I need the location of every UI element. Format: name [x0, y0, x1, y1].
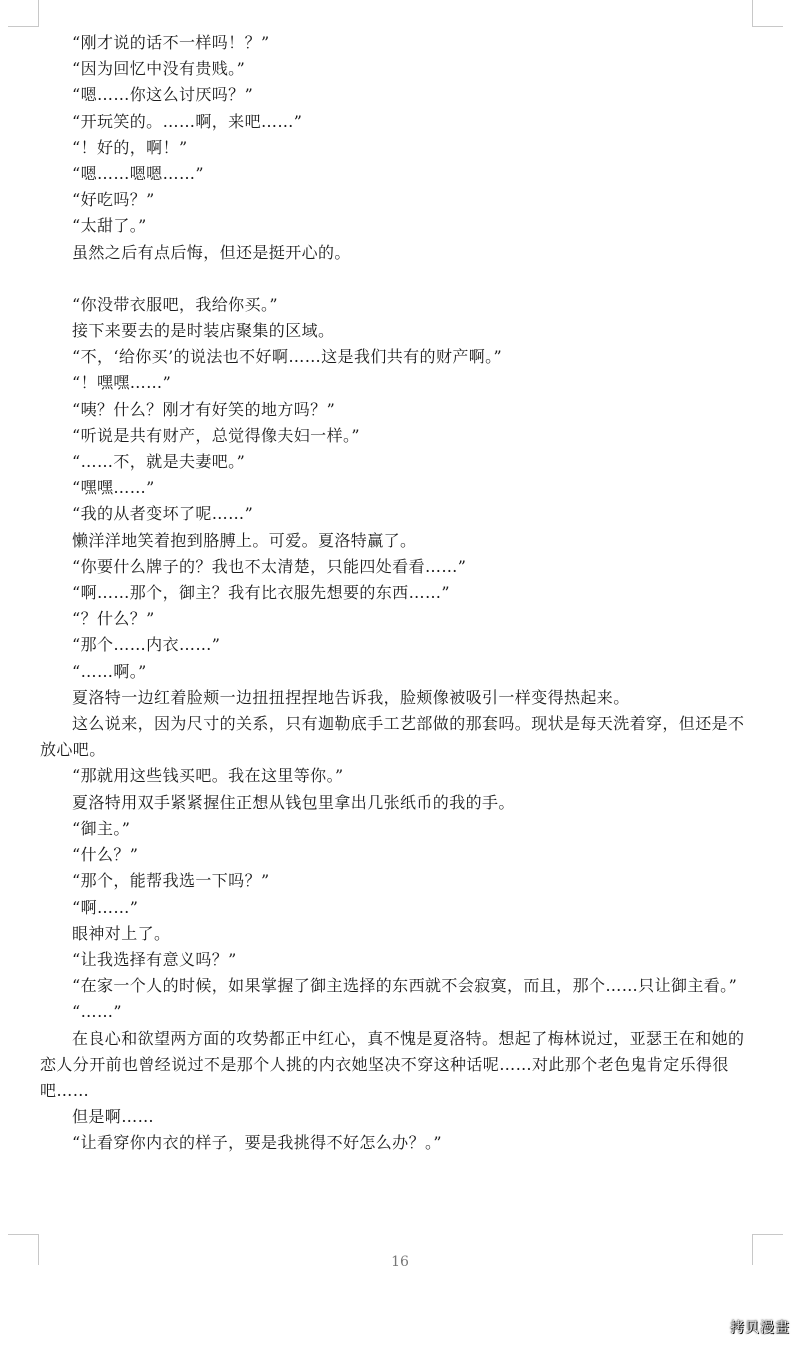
paragraph: 这么说来，因为尺寸的关系，只有迦勒底手工艺部做的那套吗。现状是每天洗着穿，但还是不放心吧。 — [40, 714, 745, 760]
paragraph: “好吃吗？” — [72, 190, 155, 210]
watermark-logo: 拷贝漫畫 — [730, 1320, 790, 1336]
paragraph: “让我选择有意义吗？” — [72, 949, 237, 969]
paragraph: “那个，能帮我选一下吗？” — [72, 871, 270, 891]
paragraph: “什么？” — [72, 845, 139, 865]
crop-mark-top-right — [752, 0, 783, 27]
paragraph: “我的从者变坏了呢……” — [72, 504, 254, 524]
paragraph: “不，‘给你买’的说法也不好啊……这是我们共有的财产啊。” — [72, 347, 503, 367]
paragraph: 夏洛特用双手紧紧握住正想从钱包里拿出几张纸币的我的手。 — [72, 792, 515, 812]
page-body — [40, 30, 756, 1157]
paragraph: “嘿嘿……” — [72, 478, 155, 498]
paragraph: “……不，就是夫妻吧。” — [72, 452, 246, 472]
paragraph: “！好的，啊！” — [72, 137, 188, 157]
paragraph-spacer — [40, 266, 756, 292]
crop-mark-top-left — [8, 0, 39, 27]
paragraph: “……” — [72, 1002, 122, 1022]
paragraph: “听说是共有财产，总觉得像夫妇一样。” — [72, 425, 360, 445]
paragraph: “刚才说的话不一样吗！？” — [72, 33, 270, 52]
page-number: 16 — [391, 1254, 409, 1270]
paragraph: 虽然之后有点后悔，但还是挺开心的。 — [72, 242, 351, 262]
paragraph: “？什么？” — [72, 609, 155, 629]
paragraph: “！嘿嘿……” — [72, 373, 172, 393]
paragraph: “啊……那个，御主？我有比衣服先想要的东西……” — [72, 583, 450, 603]
paragraph: 接下来要去的是时装店聚集的区域。 — [72, 321, 335, 341]
paragraph: “嗯……你这么讨厌吗？” — [72, 85, 254, 105]
paragraph: 在良心和欲望两方面的攻势都正中红心，真不愧是夏洛特。想起了梅林说过，亚瑟王在和她的恋人分开前也曾经说过不是那个人挑的内衣她坚决不穿这种话呢……对此那个老色鬼肯定乐得很吧…… — [40, 1028, 745, 1100]
paragraph: 夏洛特一边红着脸颊一边扭扭捏捏地告诉我，脸颊像被吸引一样变得热起来。 — [72, 687, 630, 707]
paragraph: “那就用这些钱买吧。我在这里等你。” — [72, 766, 344, 786]
paragraph: “开玩笑的。……啊，来吧……” — [72, 111, 303, 131]
paragraph: “御主。” — [72, 818, 131, 838]
paragraph: “在家一个人的时候，如果掌握了御主选择的东西就不会寂寞，而且，那个……只让御主看。” — [72, 976, 738, 996]
paragraph: “……啊。” — [72, 661, 147, 681]
paragraph: “咦？什么？刚才有好笑的地方吗？” — [72, 399, 336, 419]
paragraph: “那个……内衣……” — [72, 635, 221, 655]
paragraph: “你要什么牌子的？我也不太清楚，只能四处看看……” — [72, 556, 467, 576]
paragraph: 但是啊…… — [72, 1107, 155, 1127]
paragraph: 眼神对上了。 — [72, 923, 171, 943]
paragraph: “啊……” — [72, 897, 139, 917]
paragraph: “太甜了。” — [72, 216, 147, 236]
paragraph: “嗯……嗯嗯……” — [72, 164, 204, 184]
paragraph: “你没带衣服吧，我给你买。” — [72, 294, 278, 314]
paragraph: “让看穿你内衣的样子，要是我挑得不好怎么办？。” — [72, 1133, 442, 1153]
paragraph: 懒洋洋地笑着抱到胳膊上。可爱。夏洛特赢了。 — [72, 530, 417, 550]
paragraph: “因为回忆中没有贵贱。” — [72, 59, 246, 79]
